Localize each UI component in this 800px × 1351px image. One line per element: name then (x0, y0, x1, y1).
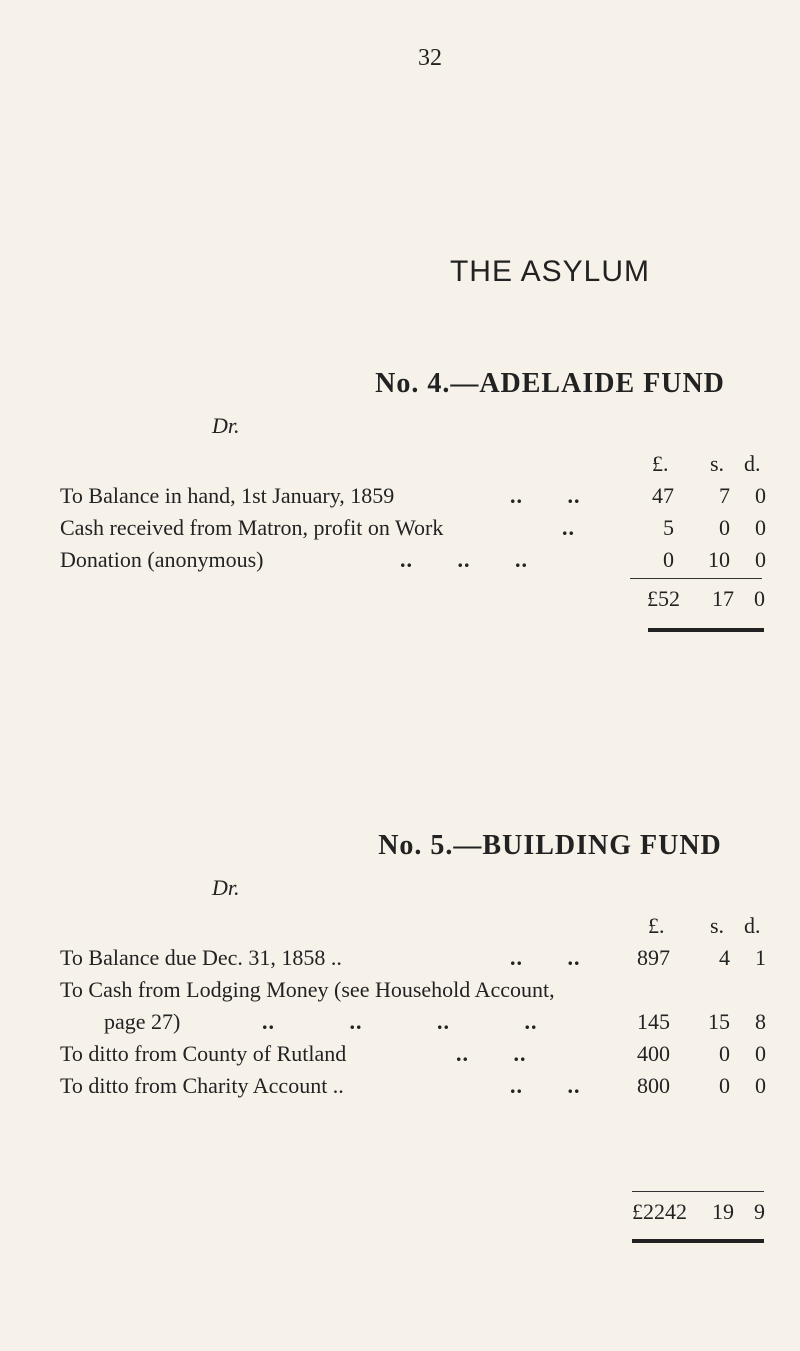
fund-heading: No. 5.—BUILDING FUND (378, 830, 722, 861)
amount-pounds: 5 (663, 515, 674, 540)
leader-dots: .. .. (510, 1073, 581, 1098)
amount-shillings: 0 (719, 1073, 730, 1098)
amount-pounds: 47 (652, 483, 674, 508)
total-pence: 0 (754, 586, 765, 611)
col-head-pence: d. (744, 913, 761, 938)
sum-rule (632, 1191, 764, 1192)
amount-shillings: 0 (719, 1041, 730, 1066)
leader-dots: .. .. .. (400, 547, 528, 572)
row-description: To Cash from Lodging Money (see Household Account, (60, 977, 555, 1002)
amount-pence: 8 (755, 1009, 766, 1034)
debit-label: Dr. (212, 875, 240, 900)
col-head-pence: d. (744, 451, 761, 476)
page-number: 32 (418, 45, 442, 71)
col-head-pounds: £. (648, 913, 665, 938)
row-description: Donation (anonymous) (60, 547, 264, 572)
double-rule (648, 628, 764, 632)
row-description: To ditto from Charity Account .. (60, 1073, 344, 1098)
leader-dots: .. .. (510, 945, 581, 970)
total-pounds: £2242 (632, 1199, 687, 1224)
row-description: To Balance in hand, 1st January, 1859 (60, 483, 395, 508)
amount-shillings: 0 (719, 515, 730, 540)
row-description: Cash received from Matron, profit on Work (60, 515, 444, 540)
total-shillings: 17 (712, 586, 734, 611)
amount-pence: 0 (755, 483, 766, 508)
sum-rule (630, 578, 762, 579)
double-rule (632, 1239, 764, 1243)
row-description: To ditto from County of Rutland (60, 1041, 347, 1066)
row-description: page 27) (104, 1009, 181, 1034)
amount-shillings: 10 (708, 547, 730, 572)
leader-dots: .. .. (456, 1041, 527, 1066)
page-title: THE ASYLUM (449, 255, 651, 288)
amount-pence: 0 (755, 1041, 766, 1066)
total-pounds: £52 (647, 586, 680, 611)
total-pence: 9 (754, 1199, 765, 1224)
debit-label: Dr. (212, 413, 240, 438)
col-head-shillings: s. (710, 913, 725, 938)
amount-pounds: 145 (637, 1009, 670, 1034)
amount-pence: 0 (755, 547, 766, 572)
total-shillings: 19 (712, 1199, 734, 1224)
leader-dots: .. (562, 515, 575, 540)
leader-dots: .. .. .. .. (262, 1009, 538, 1034)
amount-shillings: 4 (719, 945, 730, 970)
amount-pence: 1 (755, 945, 766, 970)
amount-pounds: 400 (637, 1041, 670, 1066)
col-head-pounds: £. (652, 451, 669, 476)
amount-pounds: 897 (637, 945, 670, 970)
amount-shillings: 7 (719, 483, 730, 508)
amount-pence: 0 (755, 1073, 766, 1098)
leader-dots: .. .. (510, 483, 581, 508)
amount-pence: 0 (755, 515, 766, 540)
amount-pounds: 800 (637, 1073, 670, 1098)
row-description: To Balance due Dec. 31, 1858 .. (60, 945, 342, 970)
col-head-shillings: s. (710, 451, 725, 476)
amount-pounds: 0 (663, 547, 674, 572)
fund-heading: No. 4.—ADELAIDE FUND (375, 368, 725, 399)
amount-shillings: 15 (708, 1009, 730, 1034)
